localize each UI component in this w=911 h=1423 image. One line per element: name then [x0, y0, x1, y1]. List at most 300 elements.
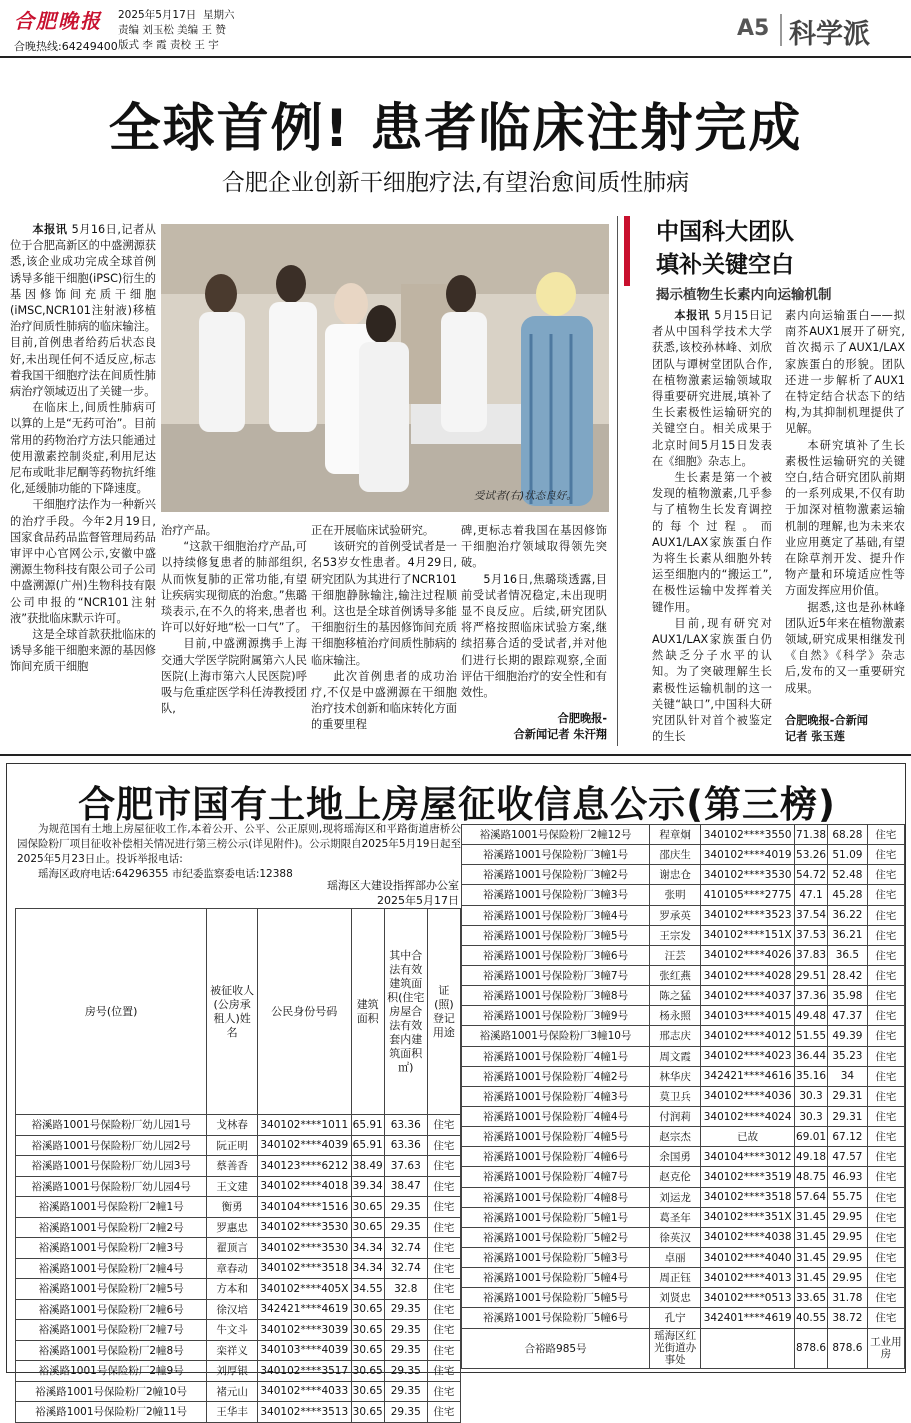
table-cell: 余国勇	[650, 1147, 701, 1167]
table-cell: 67.12	[828, 1127, 868, 1147]
table-row	[16, 1258, 461, 1279]
table-cell: 住宅	[867, 1066, 904, 1086]
table-cell: 342421****4616	[701, 1066, 795, 1086]
article-column-3: 正在开展临床试验研究。 该研究的首例受试者是一名53岁女性患者。4月29日,研究团队为其进行了NCR101干细胞静脉输注,输注过程顺利。这也是全球首例诱导多能干细胞衍生的基因修饰间充质干细胞移植治疗间质性肺病的临床输注。 此次首例患者的成功治疗,不仅是中盛溯源在干细胞治疗技术创新和临床转化方面的重要里程	[311, 524, 457, 732]
table-cell: 裕溪路1001号保险粉厂5幢2号	[462, 1227, 650, 1247]
table-cell: 340123****6212	[257, 1156, 351, 1177]
table-cell: 住宅	[867, 925, 904, 945]
table-cell: 342401****4619	[701, 1308, 795, 1328]
masthead	[0, 0, 911, 58]
table-cell: 31.45	[795, 1268, 828, 1288]
table-cell: 340102****4019	[701, 845, 795, 865]
table-cell: 阮正明	[207, 1135, 258, 1156]
table-cell: 55.75	[828, 1187, 868, 1207]
table-cell: 29.51	[795, 965, 828, 985]
table-cell: 34.34	[351, 1258, 384, 1279]
table-cell: 裕溪路1001号保险粉厂3幢9号	[462, 1006, 650, 1026]
table-cell: 张明	[650, 885, 701, 905]
table-cell: 38.49	[351, 1156, 384, 1177]
table-header-row	[16, 909, 461, 1115]
table-cell: 36.5	[828, 945, 868, 965]
table-cell: 裕溪路1001号保险粉厂3幢10号	[462, 1026, 650, 1046]
table-cell: 已故	[701, 1127, 795, 1147]
table-cell: 29.31	[828, 1086, 868, 1106]
table-cell: 住宅	[427, 1217, 460, 1238]
table-cell: 342421****4619	[257, 1299, 351, 1320]
table-cell: 340102****4012	[701, 1026, 795, 1046]
table-cell: 住宅	[867, 1187, 904, 1207]
table-cell: 住宅	[867, 1268, 904, 1288]
table-cell: 31.45	[795, 1207, 828, 1227]
table-cell: 30.65	[351, 1217, 384, 1238]
table-row	[462, 986, 905, 1006]
section-divider	[0, 754, 911, 756]
table-cell: 48.75	[795, 1167, 828, 1187]
table-cell: 裕溪路1001号保险粉厂2幢3号	[16, 1238, 207, 1259]
table-cell: 裕溪路1001号保险粉厂幼儿园3号	[16, 1156, 207, 1177]
table-cell: 住宅	[867, 1147, 904, 1167]
side-byline-line2: 记者 张玉莲	[785, 730, 845, 743]
table-cell: 30.65	[351, 1402, 384, 1423]
table-cell: 裕溪路1001号保险粉厂3幢1号	[462, 845, 650, 865]
table-cell: 39.34	[351, 1176, 384, 1197]
table-cell: 裕溪路1001号保险粉厂4幢5号	[462, 1127, 650, 1147]
table-cell: 340102****3530	[701, 865, 795, 885]
table-row	[462, 965, 905, 985]
table-cell: 住宅	[867, 905, 904, 925]
table-row	[16, 1340, 461, 1361]
table-cell: 29.95	[828, 1207, 868, 1227]
table-cell: 罗承英	[650, 905, 701, 925]
table-cell: 340103****4015	[701, 1006, 795, 1026]
table-row	[462, 1106, 905, 1126]
table-cell: 31.45	[795, 1227, 828, 1247]
table-row	[462, 1167, 905, 1187]
table-cell: 30.65	[351, 1299, 384, 1320]
table-cell: 汪芸	[650, 945, 701, 965]
table-cell: 裕溪路1001号保险粉厂5幢3号	[462, 1247, 650, 1267]
table-row	[462, 1127, 905, 1147]
table-cell: 赵克伦	[650, 1167, 701, 1187]
side-title-accent	[624, 216, 630, 286]
table-cell: 30.3	[795, 1086, 828, 1106]
table-cell: 蔡善香	[207, 1156, 258, 1177]
table-cell: 53.26	[795, 845, 828, 865]
table-cell: 65.91	[351, 1135, 384, 1156]
table-cell: 裕溪路1001号保险粉厂2幢8号	[16, 1340, 207, 1361]
expropriation-notice	[6, 763, 906, 1419]
table-cell: 裕溪路1001号保险粉厂2幢7号	[16, 1320, 207, 1341]
table-cell: 住宅	[867, 885, 904, 905]
table-cell: 住宅	[427, 1320, 460, 1341]
table-cell: 裕溪路1001号保险粉厂5幢4号	[462, 1268, 650, 1288]
table-cell: 32.8	[384, 1279, 427, 1300]
table-cell: 37.83	[795, 945, 828, 965]
table-row	[16, 1135, 461, 1156]
table-cell: 340102****3518	[701, 1187, 795, 1207]
side-byline-line1: 合肥晚报-合新闻	[785, 714, 868, 727]
table-cell: 37.54	[795, 905, 828, 925]
table-cell: 陈之猛	[650, 986, 701, 1006]
table-cell: 52.48	[828, 865, 868, 885]
table-cell: 周文霞	[650, 1046, 701, 1066]
table-cell: 王华丰	[207, 1402, 258, 1423]
side-column-a: 本报讯 5月15日记者从中国科学技术大学获悉,该校孙林峰、刘欣团队与谭树堂团队合作,在植物激素运输领域取得重要研究进展,填补了生长素极性运输研究的关键空白。相关成果于北京时间5月15日发表在《细胞》杂志上。 生长素是第一个被发现的植物激素,几乎参与了植物生长发育调控的每个过程。而AUX1/LAX家族蛋白作为将生长素从细胞外转运至细胞内的“搬运工”,在极性运输中发挥着关键作用。 目前,现有研究对AUX1/LAX家族蛋白仍然缺乏分子水平的认知。为了突破理解生长素极性运输机制的这一关键“缺口”,中国科大研究团队针对首个被鉴定的生长	[652, 309, 772, 744]
table-cell: 63.36	[384, 1135, 427, 1156]
table-row	[16, 1320, 461, 1341]
table-cell: 340102****3513	[257, 1402, 351, 1423]
table-cell: 住宅	[427, 1361, 460, 1382]
table-cell: 卓丽	[650, 1247, 701, 1267]
table-cell: 住宅	[867, 1127, 904, 1147]
table-cell: 裕溪路1001号保险粉厂2幢4号	[16, 1258, 207, 1279]
table-row	[462, 945, 905, 965]
table-cell: 340102****4036	[701, 1086, 795, 1106]
layout-line: 版式 李 霞 责校 王 宇	[118, 39, 219, 51]
table-row	[462, 905, 905, 925]
side-headline-line1: 中国科大团队	[656, 219, 794, 245]
table-cell: 裕溪路1001号保险粉厂幼儿园2号	[16, 1135, 207, 1156]
table-header-cell: 建筑面积	[351, 909, 384, 1115]
table-cell: 32.74	[384, 1238, 427, 1259]
table-row	[16, 1299, 461, 1320]
photo-illustration	[161, 224, 609, 512]
table-cell: 戈林春	[207, 1115, 258, 1136]
table-cell: 裕溪路1001号保险粉厂2幢12号	[462, 825, 650, 845]
table-cell: 878.6	[828, 1328, 868, 1368]
table-cell: 340102****4024	[701, 1106, 795, 1126]
table-cell: 340102****4028	[701, 965, 795, 985]
table-cell: 35.23	[828, 1046, 868, 1066]
table-cell: 住宅	[427, 1340, 460, 1361]
main-byline-line2: 合新闻记者 朱汗翔	[513, 728, 607, 741]
table-cell: 29.35	[384, 1320, 427, 1341]
table-row	[16, 1402, 461, 1423]
table-cell: 住宅	[867, 845, 904, 865]
table-cell: 赵宗杰	[650, 1127, 701, 1147]
table-row	[16, 1238, 461, 1259]
table-row	[462, 1247, 905, 1267]
table-cell: 32.74	[384, 1258, 427, 1279]
table-cell: 裕溪路1001号保险粉厂3幢4号	[462, 905, 650, 925]
section-name: 科学派	[789, 19, 870, 50]
table-cell: 裕溪路1001号保险粉厂3幢7号	[462, 965, 650, 985]
table-cell: 340102****351X	[701, 1207, 795, 1227]
table-cell: 瑶海区红光街道办事处	[650, 1328, 701, 1368]
table-cell: 邵庆生	[650, 845, 701, 865]
table-cell: 程章炯	[650, 825, 701, 845]
table-cell: 29.95	[828, 1227, 868, 1247]
table-cell: 裕溪路1001号保险粉厂2幢9号	[16, 1361, 207, 1382]
table-cell: 29.35	[384, 1340, 427, 1361]
table-cell: 徐汉培	[207, 1299, 258, 1320]
notice-date: 2025年5月17日	[377, 894, 459, 907]
table-row	[462, 1046, 905, 1066]
table-cell: 住宅	[427, 1299, 460, 1320]
table-cell: 29.35	[384, 1197, 427, 1218]
page-separator	[780, 14, 782, 46]
table-cell: 34.55	[351, 1279, 384, 1300]
table-cell: 37.36	[795, 986, 828, 1006]
table-cell: 38.72	[828, 1308, 868, 1328]
table-cell: 47.57	[828, 1147, 868, 1167]
table-cell: 住宅	[427, 1197, 460, 1218]
table-cell: 340102****4038	[701, 1227, 795, 1247]
table-header-cell: 其中合法有效建筑面积(住宅房屋合法有效套内建筑面积㎡)	[384, 909, 427, 1115]
table-cell: 29.95	[828, 1268, 868, 1288]
table-cell: 340102****4039	[257, 1135, 351, 1156]
table-cell: 翟顶言	[207, 1238, 258, 1259]
table-cell: 住宅	[867, 1227, 904, 1247]
table-cell: 裕溪路1001号保险粉厂3幢2号	[462, 865, 650, 885]
table-cell: 莫卫兵	[650, 1086, 701, 1106]
table-cell: 34	[828, 1066, 868, 1086]
table-cell: 29.35	[384, 1217, 427, 1238]
table-cell: 裕溪路1001号保险粉厂3幢8号	[462, 986, 650, 1006]
table-cell: 340102****151X	[701, 925, 795, 945]
table-cell: 住宅	[427, 1135, 460, 1156]
table-row	[462, 1147, 905, 1167]
table-cell: 裕溪路1001号保险粉厂2幢10号	[16, 1381, 207, 1402]
notice-intro	[17, 822, 461, 882]
table-cell: 章春动	[207, 1258, 258, 1279]
table-cell: 裕溪路1001号保险粉厂4幢4号	[462, 1106, 650, 1126]
table-cell: 方本和	[207, 1279, 258, 1300]
table-cell: 裕溪路1001号保险粉厂4幢2号	[462, 1066, 650, 1086]
table-cell: 住宅	[867, 1288, 904, 1308]
table-cell: 林华庆	[650, 1066, 701, 1086]
table-cell: 340104****1516	[257, 1197, 351, 1218]
table-cell: 29.31	[828, 1106, 868, 1126]
table-cell: 340102****0513	[701, 1288, 795, 1308]
table-row	[462, 1066, 905, 1086]
table-cell: 340102****4013	[701, 1268, 795, 1288]
table-cell: 28.42	[828, 965, 868, 985]
side-byline	[785, 713, 905, 745]
table-row	[462, 885, 905, 905]
article-column-4: 碑,更标志着我国在基因修饰干细胞治疗领域取得领先突破。 5月16日,焦璐琰透露,目前受试者情况稳定,未出现明显不良反应。后续,研究团队将严格按照临床试验方案,继续招募合适的受试者,并对他们进行长期的跟踪观察,全面评估干细胞治疗的安全性和有效性。	[461, 524, 607, 700]
table-row	[462, 1086, 905, 1106]
table-cell: 裕溪路1001号保险粉厂5幢5号	[462, 1288, 650, 1308]
table-row	[16, 1156, 461, 1177]
table-cell: 340102****3530	[257, 1238, 351, 1259]
table-cell: 付润莉	[650, 1106, 701, 1126]
table-cell: 谢忠仓	[650, 865, 701, 885]
table-cell: 30.65	[351, 1381, 384, 1402]
table-cell: 51.09	[828, 845, 868, 865]
table-cell: 杨永照	[650, 1006, 701, 1026]
table-cell: 46.93	[828, 1167, 868, 1187]
table-row	[462, 1006, 905, 1026]
table-row	[16, 1115, 461, 1136]
table-cell: 王文建	[207, 1176, 258, 1197]
table-cell: 35.16	[795, 1066, 828, 1086]
table-cell: 住宅	[427, 1238, 460, 1259]
table-row	[16, 1217, 461, 1238]
notice-table-left	[15, 908, 461, 1423]
table-cell: 住宅	[867, 1046, 904, 1066]
table-cell: 衡勇	[207, 1197, 258, 1218]
table-row	[16, 1381, 461, 1402]
table-header-cell: 房号(位置)	[16, 909, 207, 1115]
table-row	[462, 1268, 905, 1288]
table-cell: 29.35	[384, 1299, 427, 1320]
page-number: A5	[737, 16, 770, 41]
side-headline-line2: 填补关键空白	[656, 252, 794, 278]
table-cell: 裕溪路1001号保险粉厂2幢1号	[16, 1197, 207, 1218]
side-column-b: 素内向运输蛋白——拟南芥AUX1展开了研究,首次揭示了AUX1/LAX家族蛋白的形貌。团队还进一步解析了AUX1在特定结合状态下的结构,为其抑制机理提供了见解。 本研究填补了生长素极性运输研究的关键空白,结合研究团队前期的一系列成果,不仅有助于加深对植物激素运输机制的理解,也为未来农业应用奠定了基础,有望在除草剂开发、提升作物产量和环境适应性等方面发挥应用价值。 据悉,这也是孙林峰团队近5年来在植物激素领域,研究成果相继发刊《自然》《科学》杂志后,发布的又一重要研究成果。	[785, 309, 905, 695]
table-cell: 68.28	[828, 825, 868, 845]
table-row	[16, 1361, 461, 1382]
table-cell: 37.63	[384, 1156, 427, 1177]
table-cell: 340102****4018	[257, 1176, 351, 1197]
table-cell: 878.6	[795, 1328, 828, 1368]
table-cell: 住宅	[427, 1279, 460, 1300]
table-cell: 裕溪路1001号保险粉厂3幢3号	[462, 885, 650, 905]
table-cell: 29.35	[384, 1402, 427, 1423]
main-subheadline: 合肥企业创新干细胞疗法,有望治愈间质性肺病	[221, 170, 690, 196]
table-cell: 刘贤忠	[650, 1288, 701, 1308]
table-cell: 住宅	[867, 1247, 904, 1267]
table-cell: 49.18	[795, 1147, 828, 1167]
table-cell: 36.44	[795, 1046, 828, 1066]
table-cell: 住宅	[867, 1167, 904, 1187]
notice-signature	[237, 878, 459, 908]
table-cell: 裕溪路1001号保险粉厂2幢6号	[16, 1299, 207, 1320]
table-cell: 住宅	[427, 1156, 460, 1177]
table-cell: 合裕路985号	[462, 1328, 650, 1368]
newspaper-logo: 合肥晚报	[14, 9, 102, 33]
table-row	[16, 1176, 461, 1197]
table-cell: 340102****3523	[701, 905, 795, 925]
table-row	[16, 1279, 461, 1300]
table-row	[462, 865, 905, 885]
table-cell: 47.37	[828, 1006, 868, 1026]
table-cell: 340102****3530	[257, 1217, 351, 1238]
table-header-cell: 被征收人(公房承租人)姓名	[207, 909, 258, 1115]
table-cell: 340102****4037	[701, 986, 795, 1006]
table-cell: 63.36	[384, 1115, 427, 1136]
table-row	[462, 1207, 905, 1227]
table-cell: 340102****4033	[257, 1381, 351, 1402]
table-cell: 54.72	[795, 865, 828, 885]
table-cell: 36.22	[828, 905, 868, 925]
main-headline: 全球首例! 患者临床注射完成	[108, 99, 803, 159]
table-header-cell: 公民身份号码	[257, 909, 351, 1115]
table-cell: 340102****3550	[701, 825, 795, 845]
notice-issuer: 瑶海区大建设指挥部办公室	[327, 879, 459, 892]
table-cell: 孔宁	[650, 1308, 701, 1328]
table-cell: 工业用房	[867, 1328, 904, 1368]
table-header-cell: 证(照)登记用途	[427, 909, 460, 1115]
notice-phone: 瑶海区政府电话:64296355 市纪委监察委电话:12388	[38, 868, 293, 880]
table-cell: 住宅	[867, 825, 904, 845]
table-cell: 340102****405X	[257, 1279, 351, 1300]
main-byline	[461, 711, 607, 743]
editor-line: 责编 刘玉松 美编 王 赞	[118, 24, 226, 36]
table-row	[462, 1288, 905, 1308]
table-cell: 栾祥义	[207, 1340, 258, 1361]
table-cell: 罗惠忠	[207, 1217, 258, 1238]
table-cell: 住宅	[867, 865, 904, 885]
table-cell: 住宅	[427, 1381, 460, 1402]
table-cell: 340102****3518	[257, 1258, 351, 1279]
table-cell: 住宅	[427, 1402, 460, 1423]
issue-weekday: 星期六	[202, 9, 235, 21]
table-row	[462, 1328, 905, 1368]
column-divider	[617, 216, 618, 746]
table-cell: 30.65	[351, 1361, 384, 1382]
table-cell: 38.47	[384, 1176, 427, 1197]
table-row	[462, 1308, 905, 1328]
article-column-1: 本报讯 5月16日,记者从位于合肥高新区的中盛溯源获悉,该企业成功完成全球首例诱导多能干细胞(iPSC)衍生的基因修饰间充质干细胞(iMSC,NCR101注射液)移植治疗间质性肺病的临床输注。目前,首例患者给药后状态良好,未出现任何不适反应,标志着我国干细胞疗法在间质性肺病治疗领域迈出了关键一步。 在临床上,间质性肺病可以算的上是“无药可治”。目前常用的药物治疗方法只能通过使用激素控制炎症,利用尼达尼布或吡非尼酮等药物抗纤维化,延缓肺功能的下降速度。 干细胞疗法作为一种新兴的治疗手段。今年2月19日,国家食品药品监督管理局药品审评中心官网公示,安徽中盛溯源生物科技有限公司子公司中盛溯源(广州)生物科技有限公司申报的“NCR101注射液”获批临床默示许可。 这是全球首款获批临床的诱导多能干细胞来源的基因修饰间充质干细胞	[10, 223, 156, 674]
table-cell: 刘运龙	[650, 1187, 701, 1207]
photo-caption: 受试者(右)状态良好。	[474, 490, 577, 502]
table-cell: 周正钰	[650, 1268, 701, 1288]
table-cell: 裕溪路1001号保险粉厂3幢6号	[462, 945, 650, 965]
table-cell: 71.38	[795, 825, 828, 845]
table-cell: 36.21	[828, 925, 868, 945]
table-cell: 张红燕	[650, 965, 701, 985]
table-cell: 住宅	[427, 1258, 460, 1279]
table-cell: 30.65	[351, 1197, 384, 1218]
table-cell: 340102****1011	[257, 1115, 351, 1136]
side-headline	[656, 216, 794, 282]
table-cell: 69.01	[795, 1127, 828, 1147]
table-cell: 邢志庆	[650, 1026, 701, 1046]
table-cell: 住宅	[867, 945, 904, 965]
table-cell: 裕溪路1001号保险粉厂5幢1号	[462, 1207, 650, 1227]
table-cell: 340102****3517	[257, 1361, 351, 1382]
table-cell: 裕溪路1001号保险粉厂3幢5号	[462, 925, 650, 945]
table-row	[462, 845, 905, 865]
table-cell: 裕溪路1001号保险粉厂幼儿园4号	[16, 1176, 207, 1197]
notice-intro-text: 为规范国有土地上房屋征收工作,本着公开、公平、公正原则,现将瑶海区和平路街道唐桥公园保险粉厂项目征收补偿相关情况进行第三榜公示(详见附件)。公示期限自2025年5月19日起至2025年5月23日止。投诉举报电话:	[17, 823, 461, 865]
table-cell: 49.48	[795, 1006, 828, 1026]
table-cell: 65.91	[351, 1115, 384, 1136]
table-cell: 裕溪路1001号保险粉厂2幢2号	[16, 1217, 207, 1238]
table-cell: 住宅	[867, 1006, 904, 1026]
table-cell: 30.3	[795, 1106, 828, 1126]
table-cell	[701, 1328, 795, 1368]
table-cell: 40.55	[795, 1308, 828, 1328]
table-cell: 裕溪路1001号保险粉厂4幢8号	[462, 1187, 650, 1207]
article-column-2: 治疗产品。 “这款干细胞治疗产品,可以持续修复患者的肺部组织,从而恢复肺的正常功能,有望让疾病实现彻底的治愈。”焦璐琰表示,在不久的将来,患者也许可以好好地“松一口气”了。 目前,中盛溯源携手上海交通大学医学院附属第六人民医院(上海市第六人民医院)呼吸与危重症医学科任涛教授团队,	[161, 524, 307, 716]
table-cell: 裕溪路1001号保险粉厂4幢6号	[462, 1147, 650, 1167]
table-cell: 裕溪路1001号保险粉厂4幢1号	[462, 1046, 650, 1066]
table-cell: 31.45	[795, 1247, 828, 1267]
table-cell: 30.65	[351, 1320, 384, 1341]
table-cell: 徐英汉	[650, 1227, 701, 1247]
table-cell: 住宅	[427, 1115, 460, 1136]
table-cell: 刘厚银	[207, 1361, 258, 1382]
issue-date-line	[118, 8, 234, 22]
table-cell: 裕溪路1001号保险粉厂2幢11号	[16, 1402, 207, 1423]
table-cell: 住宅	[867, 965, 904, 985]
table-cell: 340102****3039	[257, 1320, 351, 1341]
notice-title: 合肥市国有土地上房屋征收信息公示(第三榜)	[78, 783, 836, 826]
table-cell: 住宅	[867, 1026, 904, 1046]
table-cell: 340102****4026	[701, 945, 795, 965]
table-cell: 王宗发	[650, 925, 701, 945]
table-cell: 住宅	[427, 1176, 460, 1197]
table-row	[462, 825, 905, 845]
table-row	[462, 1026, 905, 1046]
table-cell: 裕溪路1001号保险粉厂4幢3号	[462, 1086, 650, 1106]
table-row	[16, 1197, 461, 1218]
table-cell: 340103****4039	[257, 1340, 351, 1361]
hotline: 合晚热线:64249400	[14, 40, 118, 53]
